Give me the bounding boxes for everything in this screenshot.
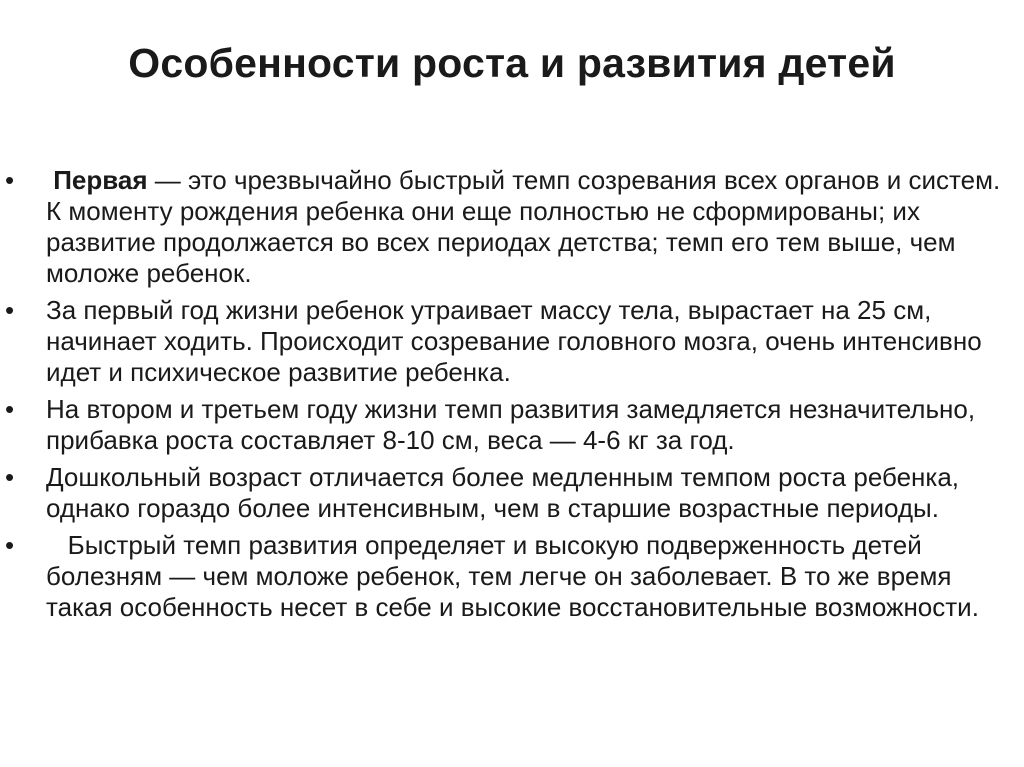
- bullet-item-1: [0, 165, 1024, 289]
- bullet-icon: •: [5, 530, 15, 560]
- bullet-body: За первый год жизни ребенок утраивает массу тела, вырастает на 25 см, начинает ходить. Происходит созревание головного мозга, очень интенсивно идет и психическое развитие ребенка.: [46, 295, 982, 387]
- bullet-item-5: [0, 530, 1024, 623]
- bullet-text: [46, 165, 1000, 288]
- bullet-lead-bold: Первая: [53, 165, 148, 195]
- bullet-item-2: [0, 295, 1024, 388]
- bullet-item-4: [0, 462, 1024, 524]
- bullet-list: [0, 165, 1024, 629]
- bullet-icon: •: [5, 462, 15, 492]
- bullet-icon: •: [5, 394, 15, 424]
- bullet-item-3: [0, 394, 1024, 456]
- slide-title: Особенности роста и развития детей: [128, 40, 896, 86]
- bullet-icon: •: [5, 165, 15, 195]
- bullet-body: На втором и третьем году жизни темп развития замедляется незначительно, прибавка роста составляет 8-10 см, веса — 4-6 кг за год.: [46, 394, 976, 455]
- bullet-body: Быстрый темп развития определяет и высокую подверженность детей болезням — чем моложе ребенок, тем легче он заболевает. В то же время такая особенность несет в себе и высокие восстановительные возможности.: [46, 530, 979, 622]
- bullet-text: [46, 530, 979, 622]
- bullet-icon: •: [5, 295, 15, 325]
- bullet-body: — это чрезвычайно быстрый темп созревания всех органов и систем. К моменту рождения ребенка они еще полностью не сформированы; их развитие продолжается во всех периодах детства; темп его тем выше, чем моложе ребенок.: [46, 165, 1001, 288]
- bullet-body: Дошкольный возраст отличается более медленным темпом роста ребенка, однако гораздо более интенсивным, чем в старшие возрастные периоды.: [46, 462, 960, 523]
